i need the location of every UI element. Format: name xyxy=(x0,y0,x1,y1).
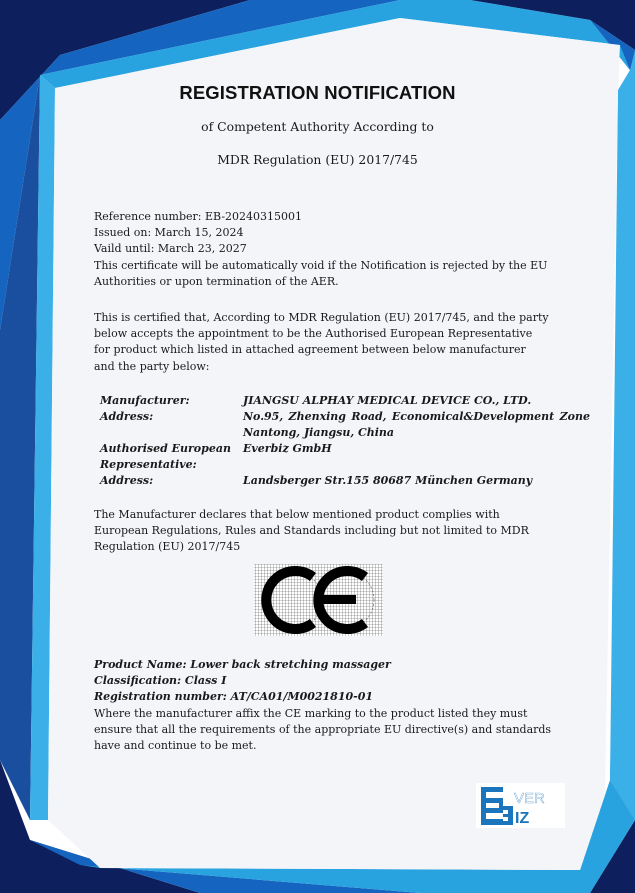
void-notice: This certificate will be automatically void if the Notification is rejected by the EU Authorities or upon termination of the AER. xyxy=(94,258,548,288)
declaration-text: The Manufacturer declares that below mentioned product complies with European Regulations, Rules and Standards including but not limited to MDR Regulation (EU) 2017/745 xyxy=(94,508,529,554)
representative-value: Everbiz GmbH xyxy=(243,442,332,456)
affix-statement: Where the manufacturer affix the CE marking to the product listed they must ensure that all the requirements of the appropriate EU directive(s) and standards have and continue to be met. xyxy=(94,706,552,753)
manufacturer-label: Manufacturer: xyxy=(100,394,190,407)
manufacturer-value: JIANGSU ALPHAY MEDICAL DEVICE CO., LTD. xyxy=(243,394,532,407)
svg-text:VER: VER xyxy=(514,790,545,807)
subtitle-line-1: of Competent Authority According to xyxy=(201,119,434,134)
parties-table xyxy=(100,393,590,489)
manufacturer-row xyxy=(100,393,590,408)
representative-address-row xyxy=(100,473,590,488)
svg-text:IZ: IZ xyxy=(515,810,530,827)
manufacturer-address-row xyxy=(100,409,590,440)
reference-number: Reference number: EB-20240315001 xyxy=(94,210,303,223)
representative-address-value: Landsberger Str.155 80687 München Germany xyxy=(243,474,533,488)
classification: Classification: Class Ⅰ xyxy=(94,674,227,688)
reference-block xyxy=(94,209,549,290)
subtitle-line-2: MDR Regulation (EU) 2017/745 xyxy=(217,152,418,167)
representative-label: Authorised European Representative: xyxy=(100,442,231,471)
ce-mark xyxy=(254,564,383,636)
issued-date: Issued on: March 15, 2024 xyxy=(94,226,244,240)
representative-row xyxy=(100,441,590,472)
registration-number: Registration number: AT/CA01/M0021810-01 xyxy=(94,690,374,704)
everbiz-logo xyxy=(476,783,565,828)
certified-statement: This is certified that, According to MDR Regulation (EU) 2017/745, and the party below accepts the appointment to be the Authorised European Representative for product which listed in attached agreement between below manufacturer and the party below: xyxy=(94,311,549,373)
representative-address-label: Address: xyxy=(100,474,154,488)
document-title: REGISTRATION NOTIFICATION xyxy=(179,82,456,103)
product-block xyxy=(94,657,554,754)
valid-until: Vaild until: March 23, 2027 xyxy=(94,242,247,256)
manufacturer-address-value: No.95, Zhenxing Road, Economical&Development Zone Nantong, Jiangsu, China xyxy=(243,410,590,439)
product-name: Product Name: Lower back stretching massager xyxy=(94,658,391,671)
manufacturer-address-label: Address: xyxy=(100,410,154,424)
